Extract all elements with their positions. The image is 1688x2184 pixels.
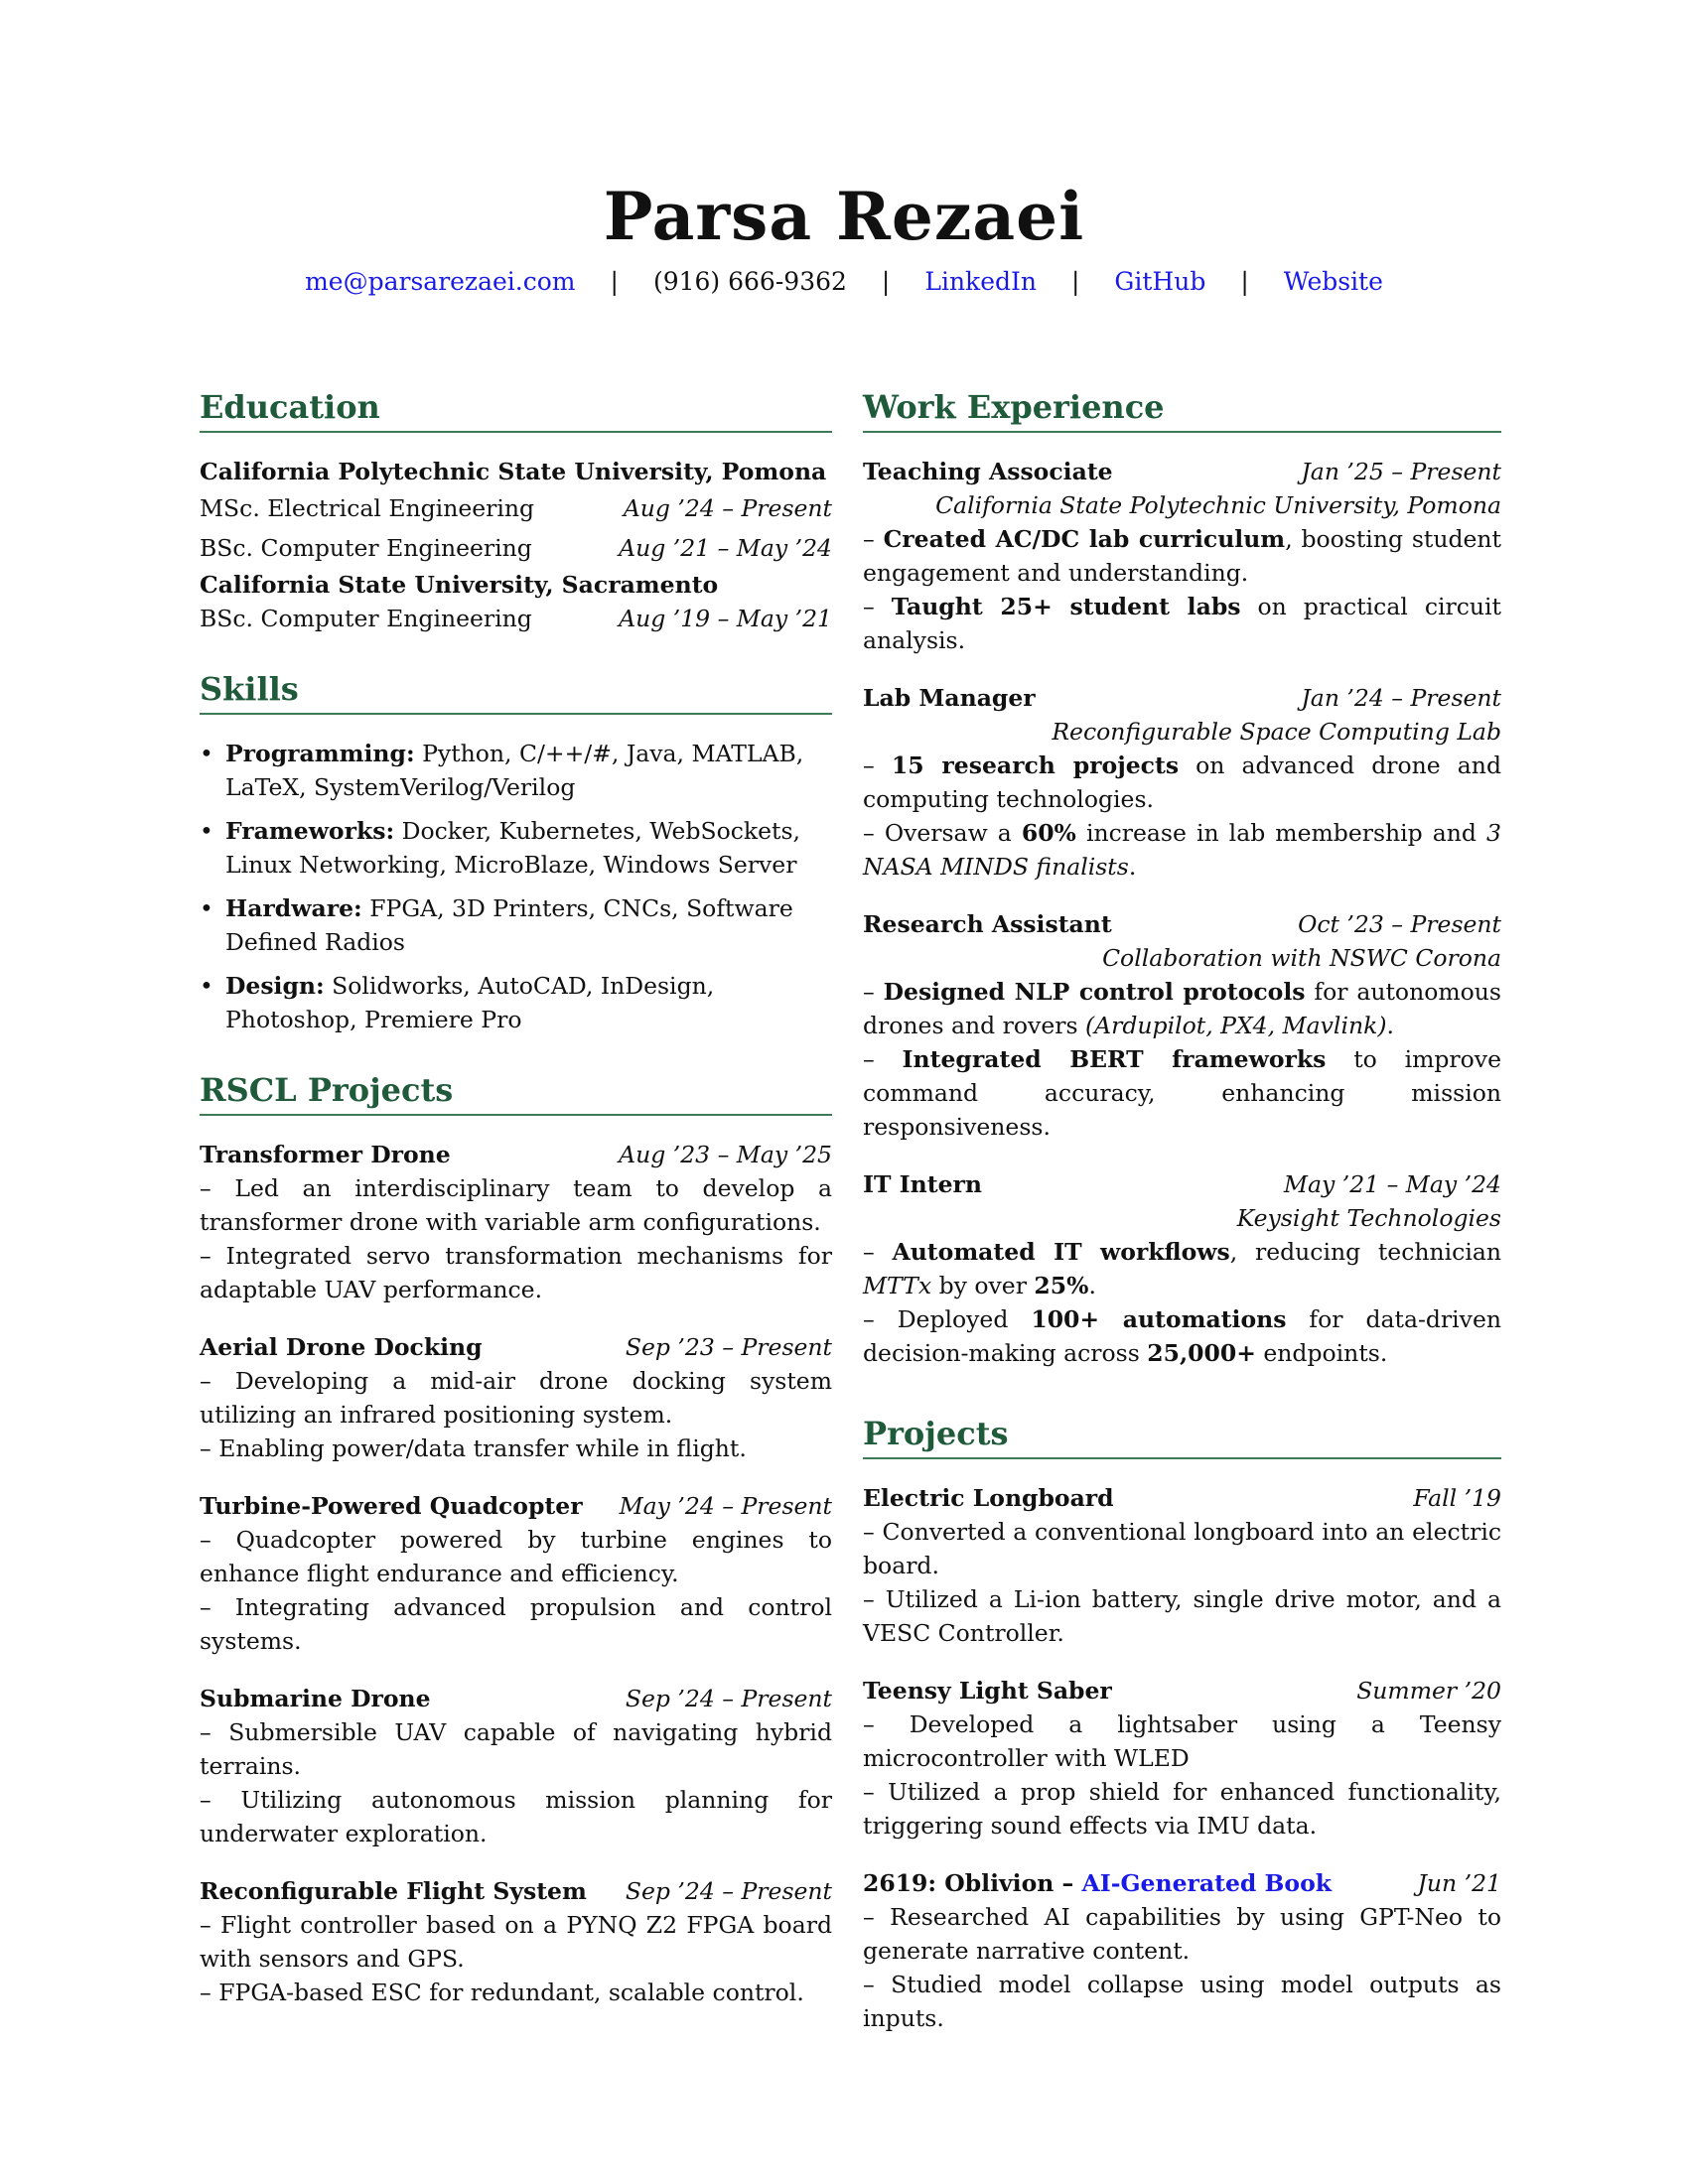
job-organization: Keysight Technologies <box>1236 1204 1501 1232</box>
project-header <box>200 1138 832 1171</box>
project-entry <box>200 1330 832 1465</box>
project-header <box>200 1489 832 1523</box>
job-header <box>863 681 1501 715</box>
project-title: 2619: Oblivion – AI-Generated Book <box>863 1869 1333 1897</box>
job-bullet: – Integrated BERT frameworks to improve command accuracy, enhancing mission responsiveness. <box>863 1045 1501 1141</box>
project-date: May ’24 – Present <box>619 1492 832 1520</box>
degree-date: Aug ’19 – May ’21 <box>619 605 832 632</box>
job-entry <box>863 907 1501 1144</box>
ai-generated-book-link[interactable]: AI-Generated Book <box>1081 1869 1333 1897</box>
project-bullet: – Utilizing autonomous mission planning for underwater exploration. <box>200 1786 832 1847</box>
resume-header <box>0 178 1688 297</box>
education-section <box>200 387 832 635</box>
section-title-work-experience: Work Experience <box>863 387 1501 433</box>
job-entry <box>863 1167 1501 1370</box>
email-link[interactable]: me@parsarezaei.com <box>305 267 576 296</box>
job-header <box>863 1167 1501 1201</box>
project-title: Electric Longboard <box>863 1484 1114 1512</box>
website-link[interactable]: Website <box>1283 267 1383 296</box>
separator: | <box>1070 267 1080 296</box>
project-bullet: – Integrating advanced propulsion and control systems. <box>200 1593 832 1655</box>
job-bullet: – 15 research projects on advanced drone and computing technologies. <box>863 751 1501 813</box>
phone-number: (916) 666-9362 <box>652 267 847 296</box>
skills-list <box>200 737 832 1036</box>
degree-row <box>200 488 832 528</box>
linkedin-link[interactable]: LinkedIn <box>924 267 1037 296</box>
separator: | <box>610 267 619 296</box>
project-title: Teensy Light Saber <box>863 1677 1112 1705</box>
section-title-education: Education <box>200 387 832 433</box>
job-entry <box>863 455 1501 657</box>
contact-line <box>0 267 1688 297</box>
project-date: Aug ’23 – May ’25 <box>619 1141 832 1168</box>
degree-name: BSc. Computer Engineering <box>200 605 532 632</box>
job-header <box>863 907 1501 941</box>
degree-row <box>200 602 832 635</box>
job-bullet: – Taught 25+ student labs on practical circuit analysis. <box>863 593 1501 654</box>
job-title: IT Intern <box>863 1170 983 1198</box>
job-bullet: – Designed NLP control protocols for autonomous drones and rovers (Ardupilot, PX4, Mavlink). <box>863 978 1501 1039</box>
project-title: Reconfigurable Flight System <box>200 1877 587 1905</box>
school-name: California Polytechnic State University, Pomona <box>200 458 827 485</box>
work-experience-section <box>863 387 1501 1370</box>
project-header <box>200 1874 832 1908</box>
left-column <box>200 387 832 2043</box>
project-date: Fall ’19 <box>1413 1484 1501 1512</box>
right-column <box>863 387 1501 2069</box>
project-date: Sep ’24 – Present <box>625 1685 832 1712</box>
degree-name: MSc. Electrical Engineering <box>200 494 535 522</box>
school-name: California State University, Sacramento <box>200 571 719 599</box>
project-bullet: – Submersible UAV capable of navigating hybrid terrains. <box>200 1718 832 1780</box>
project-entry <box>200 1138 832 1306</box>
project-bullet: – FPGA-based ESC for redundant, scalable control. <box>200 1979 804 2006</box>
skill-label: Hardware: <box>225 894 362 922</box>
separator: | <box>1240 267 1249 296</box>
project-bullet: – Researched AI capabilities by using GPT-Neo to generate narrative content. <box>863 1903 1501 1965</box>
project-date: Sep ’23 – Present <box>625 1333 832 1361</box>
skill-item <box>200 814 832 882</box>
job-organization: Reconfigurable Space Computing Lab <box>1052 718 1501 746</box>
job-bullet: – Automated IT workflows, reducing technician MTTx by over 25%. <box>863 1238 1501 1299</box>
project-date: Sep ’24 – Present <box>625 1877 832 1905</box>
section-title-projects: Projects <box>863 1414 1501 1459</box>
project-header <box>863 1481 1501 1515</box>
skill-item <box>200 891 832 959</box>
job-bullet: – Deployed 100+ automations for data-driven decision-making across 25,000+ endpoints. <box>863 1305 1502 1367</box>
degree-row <box>200 528 832 568</box>
job-title: Lab Manager <box>863 684 1036 712</box>
degree-name: BSc. Computer Engineering <box>200 534 532 562</box>
project-header <box>863 1866 1501 1900</box>
project-bullet: – Studied model collapse using model outputs as inputs. <box>863 1971 1501 2032</box>
job-title: Research Assistant <box>863 910 1112 938</box>
project-bullet: – Converted a conventional longboard into an electric board. <box>863 1518 1501 1579</box>
skills-section <box>200 669 832 1036</box>
skill-text: Python, C/++/#, Java, MATLAB, LaTeX, SystemVerilog/Verilog <box>225 740 804 801</box>
project-entry <box>200 1874 832 2009</box>
project-title: Turbine-Powered Quadcopter <box>200 1492 583 1520</box>
section-title-skills: Skills <box>200 669 832 715</box>
project-bullet: – Utilized a Li-ion battery, single drive motor, and a VESC Controller. <box>863 1585 1501 1647</box>
project-bullet: – Utilized a prop shield for enhanced functionality, triggering sound effects via IMU data. <box>863 1778 1501 1840</box>
job-bullet: – Oversaw a 60% increase in lab membership and 3 NASA MINDS finalists. <box>863 819 1501 881</box>
project-entry <box>863 1866 1501 2035</box>
job-date: Oct ’23 – Present <box>1298 910 1501 938</box>
project-date: Jun ’21 <box>1417 1869 1501 1897</box>
section-title-rscl-projects: RSCL Projects <box>200 1070 832 1116</box>
degree-date: Aug ’24 – Present <box>623 494 832 522</box>
project-bullet: – Integrated servo transformation mechanisms for adaptable UAV performance. <box>200 1242 832 1303</box>
skill-item <box>200 969 832 1036</box>
skill-text: Solidworks, AutoCAD, InDesign, Photoshop, Premiere Pro <box>225 972 715 1033</box>
job-title: Teaching Associate <box>863 458 1113 485</box>
rscl-projects-section <box>200 1070 832 2009</box>
skill-label: Frameworks: <box>225 817 395 845</box>
job-entry <box>863 681 1501 884</box>
project-title: Submarine Drone <box>200 1685 431 1712</box>
project-bullet: – Enabling power/data transfer while in flight. <box>200 1434 747 1462</box>
project-entry <box>200 1682 832 1850</box>
job-bullet: – Created AC/DC lab curriculum, boosting student engagement and understanding. <box>863 525 1501 587</box>
project-date: Summer ’20 <box>1356 1677 1501 1705</box>
project-title: Transformer Drone <box>200 1141 451 1168</box>
project-title: Aerial Drone Docking <box>200 1333 483 1361</box>
skill-text: FPGA, 3D Printers, CNCs, Software Defined Radios <box>225 894 793 956</box>
project-entry <box>863 1674 1501 1843</box>
school-entry <box>200 568 832 635</box>
project-entry <box>200 1489 832 1658</box>
skill-label: Programming: <box>225 740 415 767</box>
projects-section <box>863 1414 1501 2035</box>
skill-text: Docker, Kubernetes, WebSockets, Linux Networking, MicroBlaze, Windows Server <box>225 817 801 879</box>
project-header <box>200 1330 832 1364</box>
project-entry <box>863 1481 1501 1650</box>
skill-label: Design: <box>225 972 325 1000</box>
job-organization: California State Polytechnic University, Pomona <box>935 491 1501 519</box>
project-header <box>200 1682 832 1715</box>
skill-item <box>200 737 832 804</box>
person-name: Parsa Rezaei <box>603 178 1085 255</box>
project-bullet: – Developed a lightsaber using a Teensy microcontroller with WLED <box>863 1710 1501 1772</box>
separator: | <box>881 267 891 296</box>
job-date: May ’21 – May ’24 <box>1283 1170 1501 1198</box>
degree-date: Aug ’21 – May ’24 <box>619 534 832 562</box>
project-bullet: – Flight controller based on a PYNQ Z2 FPGA board with sensors and GPS. <box>200 1911 832 1973</box>
job-date: Jan ’25 – Present <box>1301 458 1501 485</box>
project-bullet: – Quadcopter powered by turbine engines to enhance flight endurance and efficiency. <box>200 1526 832 1587</box>
job-organization: Collaboration with NSWC Corona <box>1102 944 1501 972</box>
job-header <box>863 455 1501 488</box>
project-header <box>863 1674 1501 1707</box>
project-bullet: – Led an interdisciplinary team to develop a transformer drone with variable arm configurations. <box>200 1174 832 1236</box>
job-date: Jan ’24 – Present <box>1301 684 1501 712</box>
project-bullet: – Developing a mid-air drone docking system utilizing an infrared positioning system. <box>200 1367 832 1429</box>
school-entry <box>200 455 832 568</box>
github-link[interactable]: GitHub <box>1114 267 1206 296</box>
